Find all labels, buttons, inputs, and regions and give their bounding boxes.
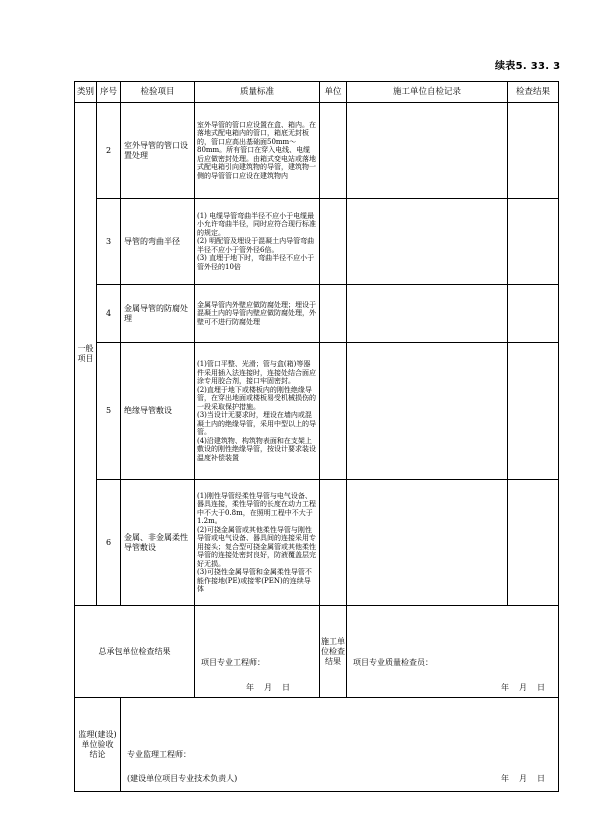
- construction-date: 年 月 日: [501, 683, 546, 692]
- self-check-cell[interactable]: [347, 285, 508, 343]
- unit-cell[interactable]: [320, 199, 347, 285]
- header-standard: 质量标准: [195, 82, 320, 103]
- self-check-cell[interactable]: [347, 103, 508, 199]
- seq-cell: 4: [97, 285, 121, 343]
- unit-cell[interactable]: [320, 285, 347, 343]
- standard-cell: (1)管口平整、光滑；管与盒(箱)等器件采用插入法连接时，连接处结合面应涂专用胶合剂，接口牢固密封。 (2)直埋于地下或楼板内的刚性绝缘导管，在穿出地面或楼板易受机械损伤的一段采取保护措施。 (3)当设计无要求时，埋设在墙内或混凝土内的绝缘导管，采用中型以上的导管。 (4)沿建筑物、构筑物表面和在支架上敷设的刚性绝缘导管，按设计要求装设温度补偿装置: [195, 343, 320, 480]
- item-cell: 金属导管的防腐处理: [121, 285, 195, 343]
- self-check-cell[interactable]: [347, 199, 508, 285]
- result-cell[interactable]: [508, 103, 559, 199]
- self-check-cell[interactable]: [347, 343, 508, 480]
- contractor-label: 总承包单位检查结果: [75, 606, 195, 698]
- construction-inspector-label: 项目专业质量检查员：: [353, 658, 433, 667]
- standard-cell: 室外导管的管口应设置在盒、箱内。在落地式配电箱内的管口，箱底无封板的，管口应高出基础面50mm～80mm。所有管口在穿入电线、电缆后应做密封处理。由箱式变电站或落地式配电箱引向建筑物的导管，建筑物一侧的导管管口应设在建筑物内: [195, 103, 320, 199]
- header-seq: 序号: [97, 82, 121, 103]
- unit-cell[interactable]: [320, 480, 347, 606]
- category-cell: 一般 项目: [75, 103, 97, 606]
- standard-cell: (1) 电缆导管弯曲半径不应小于电缆最小允许弯曲半径，同时应符合现行标准的规定。 (2) 明配管及埋设于混凝土内导管弯曲半径不应小于管外径6倍。 (3) 直埋于地下时，弯曲半径不应小于管外径的10倍: [195, 199, 320, 285]
- seq-cell: 3: [97, 199, 121, 285]
- result-cell[interactable]: [508, 285, 559, 343]
- unit-cell[interactable]: [320, 103, 347, 199]
- item-cell: 金属、非金属柔性导管敷设: [121, 480, 195, 606]
- supervisor-engineer-label: 专业监理工程师：: [127, 750, 191, 759]
- supervisor-date: 年 月 日: [501, 774, 546, 783]
- self-check-cell[interactable]: [347, 480, 508, 606]
- inspection-table: [74, 81, 559, 792]
- signature-row: [75, 698, 559, 792]
- contractor-engineer-label: 项目专业工程师：: [201, 658, 265, 667]
- item-cell: 绝缘导管敷设: [121, 343, 195, 480]
- form-number: 续表5. 33. 3: [495, 61, 561, 72]
- table-row: [75, 199, 559, 285]
- standard-cell: 金属导管内外壁应做防腐处理；埋设于混凝土内的导管内壁应做防腐处理，外壁可不进行防腐处理: [195, 285, 320, 343]
- header-row: [75, 82, 559, 103]
- signature-row: [75, 606, 559, 698]
- header-unit: 单位: [320, 82, 347, 103]
- construction-label: 施工单位检查结果: [320, 606, 347, 698]
- table-row: [75, 343, 559, 480]
- result-cell[interactable]: [508, 480, 559, 606]
- supervisor-sign-box[interactable]: [121, 698, 559, 792]
- header-self-check: 施工单位自检记录: [347, 82, 508, 103]
- construction-sign-box[interactable]: [347, 606, 559, 698]
- unit-cell[interactable]: [320, 343, 347, 480]
- seq-cell: 2: [97, 103, 121, 199]
- table-row: [75, 103, 559, 199]
- standard-cell: (1)刚性导管经柔性导管与电气设备、器具连接，柔性导管的长度在动力工程中不大于0.8m，在照明工程中不大于1.2m。 (2)可挠金属管或其他柔性导管与刚性导管或电气设备、器具间的连接采用专用接头；复合型可挠金属管或其他柔性导管的连接处密封良好，防液覆盖层完好无损。 (3)可挠性金属导管和金属柔性导管不能作接地(PE)或接零(PEN)的连续导体: [195, 480, 320, 606]
- supervisor-label: 监理(建设)单位验收结论: [75, 698, 121, 792]
- result-cell[interactable]: [508, 343, 559, 480]
- contractor-date: 年 月 日: [246, 683, 291, 692]
- table-row: [75, 285, 559, 343]
- item-cell: 室外导管的管口设置处理: [121, 103, 195, 199]
- header-result: 检查结果: [508, 82, 559, 103]
- table-row: [75, 480, 559, 606]
- header-item: 检验项目: [121, 82, 195, 103]
- supervisor-note: (建设单位项目专业技术负责人): [127, 774, 238, 783]
- result-cell[interactable]: [508, 199, 559, 285]
- header-category: 类别: [75, 82, 97, 103]
- seq-cell: 5: [97, 343, 121, 480]
- seq-cell: 6: [97, 480, 121, 606]
- item-cell: 导管的弯曲半径: [121, 199, 195, 285]
